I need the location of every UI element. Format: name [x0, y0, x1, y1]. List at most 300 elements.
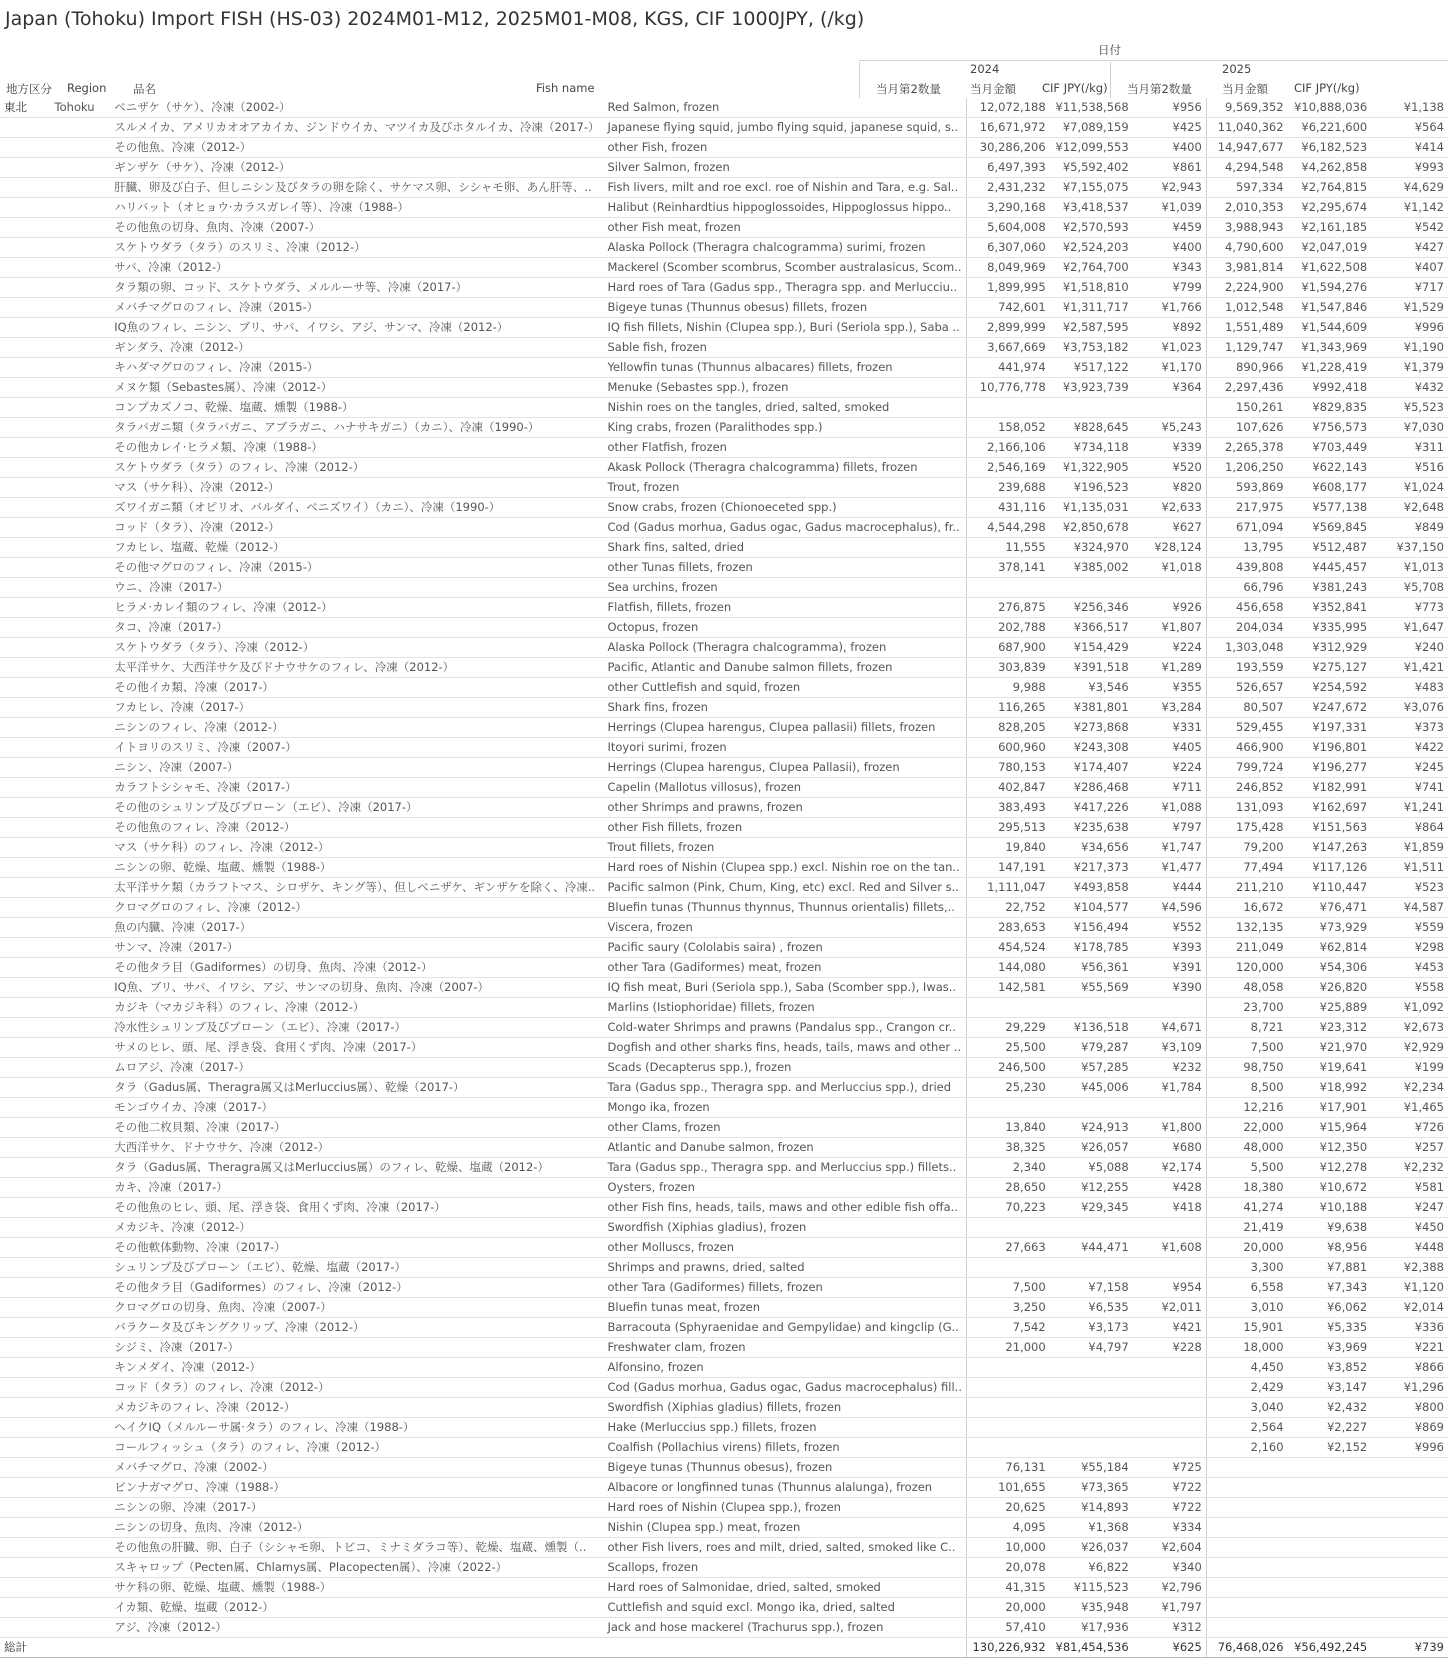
region-cell — [51, 658, 111, 678]
qty-2025-cell: 23,700 — [1206, 998, 1287, 1018]
amount-2025-cell: ¥3,969 — [1288, 1338, 1372, 1358]
cif-2024-cell: ¥224 — [1133, 758, 1207, 778]
cif-2024-cell: ¥1,747 — [1133, 838, 1207, 858]
table-row[interactable] — [0, 1318, 1448, 1338]
table-row[interactable] — [0, 978, 1448, 998]
cif-2025-cell: ¥5,523 — [1371, 398, 1448, 418]
amount-2025-cell — [1288, 1478, 1372, 1498]
table-row[interactable] — [0, 858, 1448, 878]
region-jp-cell — [0, 1338, 51, 1358]
cif-2024-cell — [1133, 1098, 1207, 1118]
item-jp-cell: シュリンプ及びプローン（エビ）、乾燥、塩蔵（2017-） — [110, 1258, 603, 1278]
table-row[interactable] — [0, 1078, 1448, 1098]
qty-2024-cell: 2,899,999 — [966, 318, 1049, 338]
cif-2024-cell: ¥926 — [1133, 598, 1207, 618]
amount-2024-cell — [1050, 1378, 1133, 1398]
region-jp-cell — [0, 238, 51, 258]
table-row[interactable] — [0, 1058, 1448, 1078]
qty-2025-cell: 66,796 — [1206, 578, 1287, 598]
table-row[interactable] — [0, 578, 1448, 598]
table-row[interactable] — [0, 758, 1448, 778]
amount-2025-cell — [1288, 1498, 1372, 1518]
region-cell — [51, 398, 111, 418]
qty-2025-cell: 1,303,048 — [1206, 638, 1287, 658]
qty-2025-cell: 211,049 — [1206, 938, 1287, 958]
table-row[interactable] — [0, 1258, 1448, 1278]
qty-2025-cell: 890,966 — [1206, 358, 1287, 378]
region-jp-cell — [0, 778, 51, 798]
col-item-jp[interactable]: 品名 — [133, 82, 156, 96]
amount-2024-cell: ¥156,494 — [1050, 918, 1133, 938]
table-row[interactable] — [0, 418, 1448, 438]
table-row[interactable] — [0, 1438, 1448, 1458]
fish-name-cell: Shrimps and prawns, dried, salted — [603, 1258, 966, 1278]
table-row[interactable] — [0, 658, 1448, 678]
amount-2025-cell: ¥76,471 — [1288, 898, 1372, 918]
col-region[interactable]: Region — [67, 81, 107, 95]
col-region-jp[interactable]: 地方区分 — [6, 82, 52, 96]
cif-2024-cell: ¥722 — [1133, 1498, 1207, 1518]
amount-2025-cell: ¥312,929 — [1288, 638, 1372, 658]
qty-2025-cell: 2,010,353 — [1206, 198, 1287, 218]
region-jp-cell — [0, 1258, 51, 1278]
cif-2024-cell: ¥5,243 — [1133, 418, 1207, 438]
table-row[interactable] — [0, 198, 1448, 218]
fish-name-cell: Flatfish, fillets, frozen — [603, 598, 966, 618]
cif-2025-cell — [1371, 1578, 1448, 1598]
table-row[interactable] — [0, 698, 1448, 718]
cif-2024-cell: ¥954 — [1133, 1278, 1207, 1298]
amount-2024-cell: ¥55,569 — [1050, 978, 1133, 998]
table-row[interactable] — [0, 318, 1448, 338]
fish-name-cell: Swordfish (Xiphias gladius) fillets, frozen — [603, 1398, 966, 1418]
region-jp-cell — [0, 658, 51, 678]
cif-2025-cell: ¥221 — [1371, 1338, 1448, 1358]
table-row[interactable] — [0, 618, 1448, 638]
region-cell — [51, 438, 111, 458]
cif-2025-cell: ¥311 — [1371, 438, 1448, 458]
amount-2024-cell: ¥493,858 — [1050, 878, 1133, 898]
table-row[interactable] — [0, 1418, 1448, 1438]
cif-2024-cell: ¥2,174 — [1133, 1158, 1207, 1178]
amount-2024-cell: ¥79,287 — [1050, 1038, 1133, 1058]
fish-name-cell: Trout fillets, frozen — [603, 838, 966, 858]
cif-2024-cell: ¥418 — [1133, 1198, 1207, 1218]
table-row[interactable] — [0, 558, 1448, 578]
qty-2024-cell: 22,752 — [966, 898, 1049, 918]
cif-2024-cell: ¥552 — [1133, 918, 1207, 938]
col-fish-name[interactable]: Fish name — [536, 81, 595, 95]
amount-2025-cell: ¥7,881 — [1288, 1258, 1372, 1278]
table-row[interactable] — [0, 818, 1448, 838]
cif-2025-cell: ¥542 — [1371, 218, 1448, 238]
fish-name-cell: Marlins (Istiophoridae) fillets, frozen — [603, 998, 966, 1018]
fish-name-cell: Octopus, frozen — [603, 618, 966, 638]
cif-2025-cell: ¥1,647 — [1371, 618, 1448, 638]
col-qty-2024[interactable]: 当月第2数量 — [876, 82, 941, 96]
cif-2025-cell: ¥422 — [1371, 738, 1448, 758]
table-row[interactable] — [0, 1038, 1448, 1058]
region-jp-cell — [0, 498, 51, 518]
amount-2024-cell: ¥4,797 — [1050, 1338, 1133, 1358]
qty-2024-cell: 742,601 — [966, 298, 1049, 318]
qty-2025-cell: 3,988,943 — [1206, 218, 1287, 238]
qty-2024-cell: 20,625 — [966, 1498, 1049, 1518]
col-cif-2024[interactable]: CIF JPY(/kg) — [1042, 81, 1108, 95]
qty-2025-cell: 7,500 — [1206, 1038, 1287, 1058]
region-jp-cell — [0, 1138, 51, 1158]
fish-name-cell: Scallops, frozen — [603, 1558, 966, 1578]
region-cell — [51, 938, 111, 958]
region-cell — [51, 898, 111, 918]
cif-2025-cell — [1371, 1538, 1448, 1558]
qty-2024-cell: 202,788 — [966, 618, 1049, 638]
amount-2025-cell: ¥110,447 — [1288, 878, 1372, 898]
table-row[interactable] — [0, 1178, 1448, 1198]
region-jp-cell — [0, 738, 51, 758]
amount-2024-cell: ¥1,322,905 — [1050, 458, 1133, 478]
region-cell — [51, 1418, 111, 1438]
qty-2024-cell: 20,078 — [966, 1558, 1049, 1578]
table-row[interactable] — [0, 1538, 1448, 1558]
table-row[interactable] — [0, 1358, 1448, 1378]
qty-2025-cell: 526,657 — [1206, 678, 1287, 698]
cif-2024-cell: ¥224 — [1133, 638, 1207, 658]
fish-name-cell: other Flatfish, frozen — [603, 438, 966, 458]
item-jp-cell: スルメイカ、アメリカオオアカイカ、ジンドウイカ、マツイカ及びホタルイカ、冷凍（2017-） — [110, 118, 603, 138]
table-row[interactable] — [0, 1098, 1448, 1118]
item-jp-cell: メヌケ類（Sebastes属）、冷凍（2012-） — [110, 378, 603, 398]
amount-2024-cell: ¥366,517 — [1050, 618, 1133, 638]
amount-2025-cell: ¥1,544,609 — [1288, 318, 1372, 338]
cif-2025-cell: ¥37,150 — [1371, 538, 1448, 558]
item-jp-cell: スキャロップ（Pecten属、Chlamys属、Placopecten属）、冷凍（2022-） — [110, 1558, 603, 1578]
qty-2025-cell: 2,224,900 — [1206, 278, 1287, 298]
item-jp-cell: ニシンのフィレ、冷凍（2012-） — [110, 718, 603, 738]
region-jp-cell — [0, 178, 51, 198]
cif-2024-cell: ¥627 — [1133, 518, 1207, 538]
cif-2024-cell: ¥1,088 — [1133, 798, 1207, 818]
cif-2025-cell: ¥1,379 — [1371, 358, 1448, 378]
table-row[interactable] — [0, 638, 1448, 658]
amount-2024-cell: ¥286,468 — [1050, 778, 1133, 798]
cif-2025-cell: ¥1,024 — [1371, 478, 1448, 498]
cif-2024-cell: ¥390 — [1133, 978, 1207, 998]
qty-2025-cell: 5,500 — [1206, 1158, 1287, 1178]
table-row[interactable] — [0, 1118, 1448, 1138]
cif-2024-cell: ¥4,671 — [1133, 1018, 1207, 1038]
qty-2024-cell: 38,325 — [966, 1138, 1049, 1158]
qty-2024-cell — [966, 398, 1049, 418]
table-row[interactable] — [0, 158, 1448, 178]
table-row[interactable] — [0, 278, 1448, 298]
fish-name-cell: Cod (Gadus morhua, Gadus ogac, Gadus macrocephalus), fr.. — [603, 518, 966, 538]
cif-2025-cell: ¥298 — [1371, 938, 1448, 958]
table-row[interactable] — [0, 798, 1448, 818]
table-row[interactable] — [0, 118, 1448, 138]
header-date-row — [0, 42, 1448, 58]
table-row[interactable] — [0, 458, 1448, 478]
fish-name-cell: Menuke (Sebastes spp.), frozen — [603, 378, 966, 398]
total-empty — [603, 1638, 966, 1658]
qty-2024-cell: 30,286,206 — [966, 138, 1049, 158]
table-row[interactable] — [0, 1298, 1448, 1318]
cif-2024-cell: ¥711 — [1133, 778, 1207, 798]
amount-2025-cell: ¥3,852 — [1288, 1358, 1372, 1378]
table-row[interactable] — [0, 738, 1448, 758]
data-table — [0, 98, 1448, 1658]
qty-2025-cell: 799,724 — [1206, 758, 1287, 778]
table-row[interactable] — [0, 378, 1448, 398]
region-cell — [51, 1158, 111, 1178]
region-jp-cell — [0, 1598, 51, 1618]
table-row[interactable] — [0, 1238, 1448, 1258]
fish-name-cell: Silver Salmon, frozen — [603, 158, 966, 178]
cif-2025-cell: ¥581 — [1371, 1178, 1448, 1198]
table-row[interactable] — [0, 358, 1448, 378]
region-jp-cell — [0, 458, 51, 478]
qty-2024-cell: 12,072,188 — [966, 98, 1049, 118]
table-row[interactable] — [0, 538, 1448, 558]
col-amount-2024[interactable]: 当月金額 — [970, 82, 1016, 96]
region-jp-cell — [0, 858, 51, 878]
item-jp-cell: ハリバット（オヒョウ·カラスガレイ等）、冷凍（1988-） — [110, 198, 603, 218]
table-row[interactable] — [0, 1018, 1448, 1038]
qty-2024-cell: 2,431,232 — [966, 178, 1049, 198]
cif-2024-cell: ¥2,604 — [1133, 1538, 1207, 1558]
cif-2025-cell: ¥1,092 — [1371, 998, 1448, 1018]
table-row[interactable] — [0, 718, 1448, 738]
table-row[interactable] — [0, 1498, 1448, 1518]
item-jp-cell: ニシンの卵、冷凍（2017-） — [110, 1498, 603, 1518]
qty-2025-cell: 98,750 — [1206, 1058, 1287, 1078]
amount-2025-cell: ¥10,888,036 — [1288, 98, 1372, 118]
table-row[interactable] — [0, 1278, 1448, 1298]
amount-2024-cell: ¥26,037 — [1050, 1538, 1133, 1558]
region-cell — [51, 1498, 111, 1518]
cif-2025-cell — [1371, 1458, 1448, 1478]
cif-2025-cell: ¥1,465 — [1371, 1098, 1448, 1118]
qty-2024-cell: 1,111,047 — [966, 878, 1049, 898]
cif-2024-cell: ¥520 — [1133, 458, 1207, 478]
qty-2025-cell: 12,216 — [1206, 1098, 1287, 1118]
item-jp-cell: フカヒレ、塩蔵、乾燥（2012-） — [110, 538, 603, 558]
cif-2025-cell: ¥993 — [1371, 158, 1448, 178]
table-row[interactable] — [0, 398, 1448, 418]
table-row[interactable] — [0, 1618, 1448, 1638]
cif-2025-cell: ¥2,673 — [1371, 1018, 1448, 1038]
fish-name-cell: other Fish fins, heads, tails, maws and other edible fish offa.. — [603, 1198, 966, 1218]
cif-2025-cell: ¥866 — [1371, 1358, 1448, 1378]
qty-2025-cell: 593,869 — [1206, 478, 1287, 498]
cif-2024-cell: ¥2,943 — [1133, 178, 1207, 198]
table-row[interactable] — [0, 1198, 1448, 1218]
divider-2025 — [1110, 62, 1111, 98]
cif-2024-cell: ¥228 — [1133, 1338, 1207, 1358]
cif-2025-cell: ¥849 — [1371, 518, 1448, 538]
qty-2024-cell: 25,500 — [966, 1038, 1049, 1058]
cif-2025-cell: ¥450 — [1371, 1218, 1448, 1238]
amount-2025-cell: ¥275,127 — [1288, 658, 1372, 678]
fish-name-cell: Alfonsino, frozen — [603, 1358, 966, 1378]
table-row[interactable] — [0, 138, 1448, 158]
region-cell — [51, 818, 111, 838]
table-row[interactable] — [0, 938, 1448, 958]
fish-name-cell: Atlantic and Danube salmon, frozen — [603, 1138, 966, 1158]
table-row[interactable] — [0, 1558, 1448, 1578]
item-jp-cell: タラ類の卵、コッド、スケトウダラ、メルルーサ等、冷凍（2017-） — [110, 278, 603, 298]
table-row[interactable] — [0, 1458, 1448, 1478]
table-row[interactable] — [0, 238, 1448, 258]
amount-2024-cell: ¥1,135,031 — [1050, 498, 1133, 518]
cif-2025-cell: ¥1,142 — [1371, 198, 1448, 218]
amount-2025-cell: ¥445,457 — [1288, 558, 1372, 578]
amount-2024-cell: ¥115,523 — [1050, 1578, 1133, 1598]
region-jp-cell — [0, 1038, 51, 1058]
table-row[interactable] — [0, 1218, 1448, 1238]
cif-2024-cell: ¥4,596 — [1133, 898, 1207, 918]
amount-2025-cell: ¥7,343 — [1288, 1278, 1372, 1298]
fish-name-cell: Akask Pollock (Theragra chalcogramma) fillets, frozen — [603, 458, 966, 478]
cif-2024-cell: ¥1,170 — [1133, 358, 1207, 378]
table-row[interactable] — [0, 98, 1448, 118]
table-row[interactable] — [0, 958, 1448, 978]
item-jp-cell: その他魚の切身、魚肉、冷凍（2007-） — [110, 218, 603, 238]
table-row[interactable] — [0, 898, 1448, 918]
qty-2025-cell: 15,901 — [1206, 1318, 1287, 1338]
amount-2025-cell: ¥5,335 — [1288, 1318, 1372, 1338]
item-jp-cell: ニシンの切身、魚肉、冷凍（2012-） — [110, 1518, 603, 1538]
table-row[interactable] — [0, 498, 1448, 518]
total-cif-2024: ¥625 — [1133, 1638, 1207, 1658]
cif-2025-cell: ¥558 — [1371, 978, 1448, 998]
fish-name-cell: other Tara (Gadiformes) fillets, frozen — [603, 1278, 966, 1298]
cif-2024-cell: ¥28,124 — [1133, 538, 1207, 558]
region-jp-cell — [0, 1278, 51, 1298]
table-row[interactable] — [0, 178, 1448, 198]
item-jp-cell: その他タラ目（Gadiformes）の切身、魚肉、冷凍（2012-） — [110, 958, 603, 978]
qty-2024-cell: 8,049,969 — [966, 258, 1049, 278]
table-row[interactable] — [0, 918, 1448, 938]
item-jp-cell: フカヒレ、冷凍（2017-） — [110, 698, 603, 718]
region-jp-cell — [0, 1478, 51, 1498]
cif-2025-cell: ¥453 — [1371, 958, 1448, 978]
region-cell — [51, 1478, 111, 1498]
fish-name-cell: Alaska Pollock (Theragra chalcogramma) surimi, frozen — [603, 238, 966, 258]
cif-2025-cell — [1371, 1478, 1448, 1498]
qty-2025-cell: 456,658 — [1206, 598, 1287, 618]
cif-2024-cell: ¥425 — [1133, 118, 1207, 138]
table-row[interactable] — [0, 1138, 1448, 1158]
qty-2025-cell: 48,000 — [1206, 1138, 1287, 1158]
table-row[interactable] — [0, 1578, 1448, 1598]
amount-2024-cell — [1050, 1218, 1133, 1238]
qty-2024-cell: 303,839 — [966, 658, 1049, 678]
table-row[interactable] — [0, 1158, 1448, 1178]
amount-2024-cell: ¥2,524,203 — [1050, 238, 1133, 258]
table-row[interactable] — [0, 1338, 1448, 1358]
cif-2024-cell: ¥799 — [1133, 278, 1207, 298]
item-jp-cell: コンブカズノコ、乾燥、塩蔵、燻製（1988-） — [110, 398, 603, 418]
region-cell — [51, 318, 111, 338]
table-row[interactable] — [0, 478, 1448, 498]
col-cif-2025[interactable]: CIF JPY(/kg) — [1294, 81, 1360, 95]
region-jp-cell — [0, 538, 51, 558]
region-jp-cell — [0, 438, 51, 458]
amount-2025-cell: ¥352,841 — [1288, 598, 1372, 618]
cif-2024-cell: ¥1,784 — [1133, 1078, 1207, 1098]
cif-2025-cell: ¥1,529 — [1371, 298, 1448, 318]
qty-2025-cell: 193,559 — [1206, 658, 1287, 678]
table-row[interactable] — [0, 338, 1448, 358]
amount-2025-cell: ¥182,991 — [1288, 778, 1372, 798]
table-row[interactable] — [0, 778, 1448, 798]
table-row[interactable] — [0, 518, 1448, 538]
table-row[interactable] — [0, 298, 1448, 318]
table-row[interactable] — [0, 258, 1448, 278]
region-cell — [51, 1238, 111, 1258]
table-row[interactable] — [0, 1398, 1448, 1418]
cif-2024-cell: ¥680 — [1133, 1138, 1207, 1158]
region-cell — [51, 378, 111, 398]
table-row[interactable] — [0, 838, 1448, 858]
cif-2024-cell: ¥1,608 — [1133, 1238, 1207, 1258]
amount-2025-cell: ¥23,312 — [1288, 1018, 1372, 1038]
item-jp-cell: サケ科の卵、乾燥、塩蔵、燻製（1988-） — [110, 1578, 603, 1598]
qty-2024-cell — [966, 1098, 1049, 1118]
amount-2025-cell: ¥608,177 — [1288, 478, 1372, 498]
cif-2024-cell: ¥2,796 — [1133, 1578, 1207, 1598]
table-row[interactable] — [0, 1378, 1448, 1398]
table-row[interactable] — [0, 878, 1448, 898]
cif-2024-cell: ¥1,023 — [1133, 338, 1207, 358]
table-row[interactable] — [0, 1478, 1448, 1498]
region-jp-cell — [0, 518, 51, 538]
amount-2024-cell: ¥196,523 — [1050, 478, 1133, 498]
total-empty — [110, 1638, 603, 1658]
cif-2024-cell — [1133, 578, 1207, 598]
amount-2024-cell — [1050, 1398, 1133, 1418]
cif-2025-cell — [1371, 1558, 1448, 1578]
region-jp-cell — [0, 1158, 51, 1178]
amount-2024-cell: ¥217,373 — [1050, 858, 1133, 878]
amount-2025-cell — [1288, 1538, 1372, 1558]
cif-2025-cell: ¥414 — [1371, 138, 1448, 158]
table-row[interactable] — [0, 598, 1448, 618]
table-row[interactable] — [0, 998, 1448, 1018]
col-amount-2025[interactable]: 当月金額 — [1222, 82, 1268, 96]
qty-2025-cell: 2,160 — [1206, 1438, 1287, 1458]
region-cell — [51, 1018, 111, 1038]
fish-name-cell: other Clams, frozen — [603, 1118, 966, 1138]
amount-2025-cell: ¥622,143 — [1288, 458, 1372, 478]
cif-2025-cell: ¥1,859 — [1371, 838, 1448, 858]
table-row[interactable] — [0, 438, 1448, 458]
cif-2024-cell: ¥1,797 — [1133, 1598, 1207, 1618]
region-jp-cell — [0, 1218, 51, 1238]
cif-2024-cell: ¥861 — [1133, 158, 1207, 178]
cif-2024-cell: ¥400 — [1133, 238, 1207, 258]
col-qty-2025[interactable]: 当月第2数量 — [1127, 82, 1192, 96]
table-row[interactable] — [0, 1598, 1448, 1618]
table-row[interactable] — [0, 218, 1448, 238]
table-row[interactable] — [0, 678, 1448, 698]
table-row[interactable] — [0, 1518, 1448, 1538]
region-cell — [51, 478, 111, 498]
region-jp-cell — [0, 898, 51, 918]
item-jp-cell: IQ魚のフィレ、ニシン、ブリ、サバ、イワシ、アジ、サンマ、冷凍（2012-） — [110, 318, 603, 338]
amount-2024-cell: ¥385,002 — [1050, 558, 1133, 578]
